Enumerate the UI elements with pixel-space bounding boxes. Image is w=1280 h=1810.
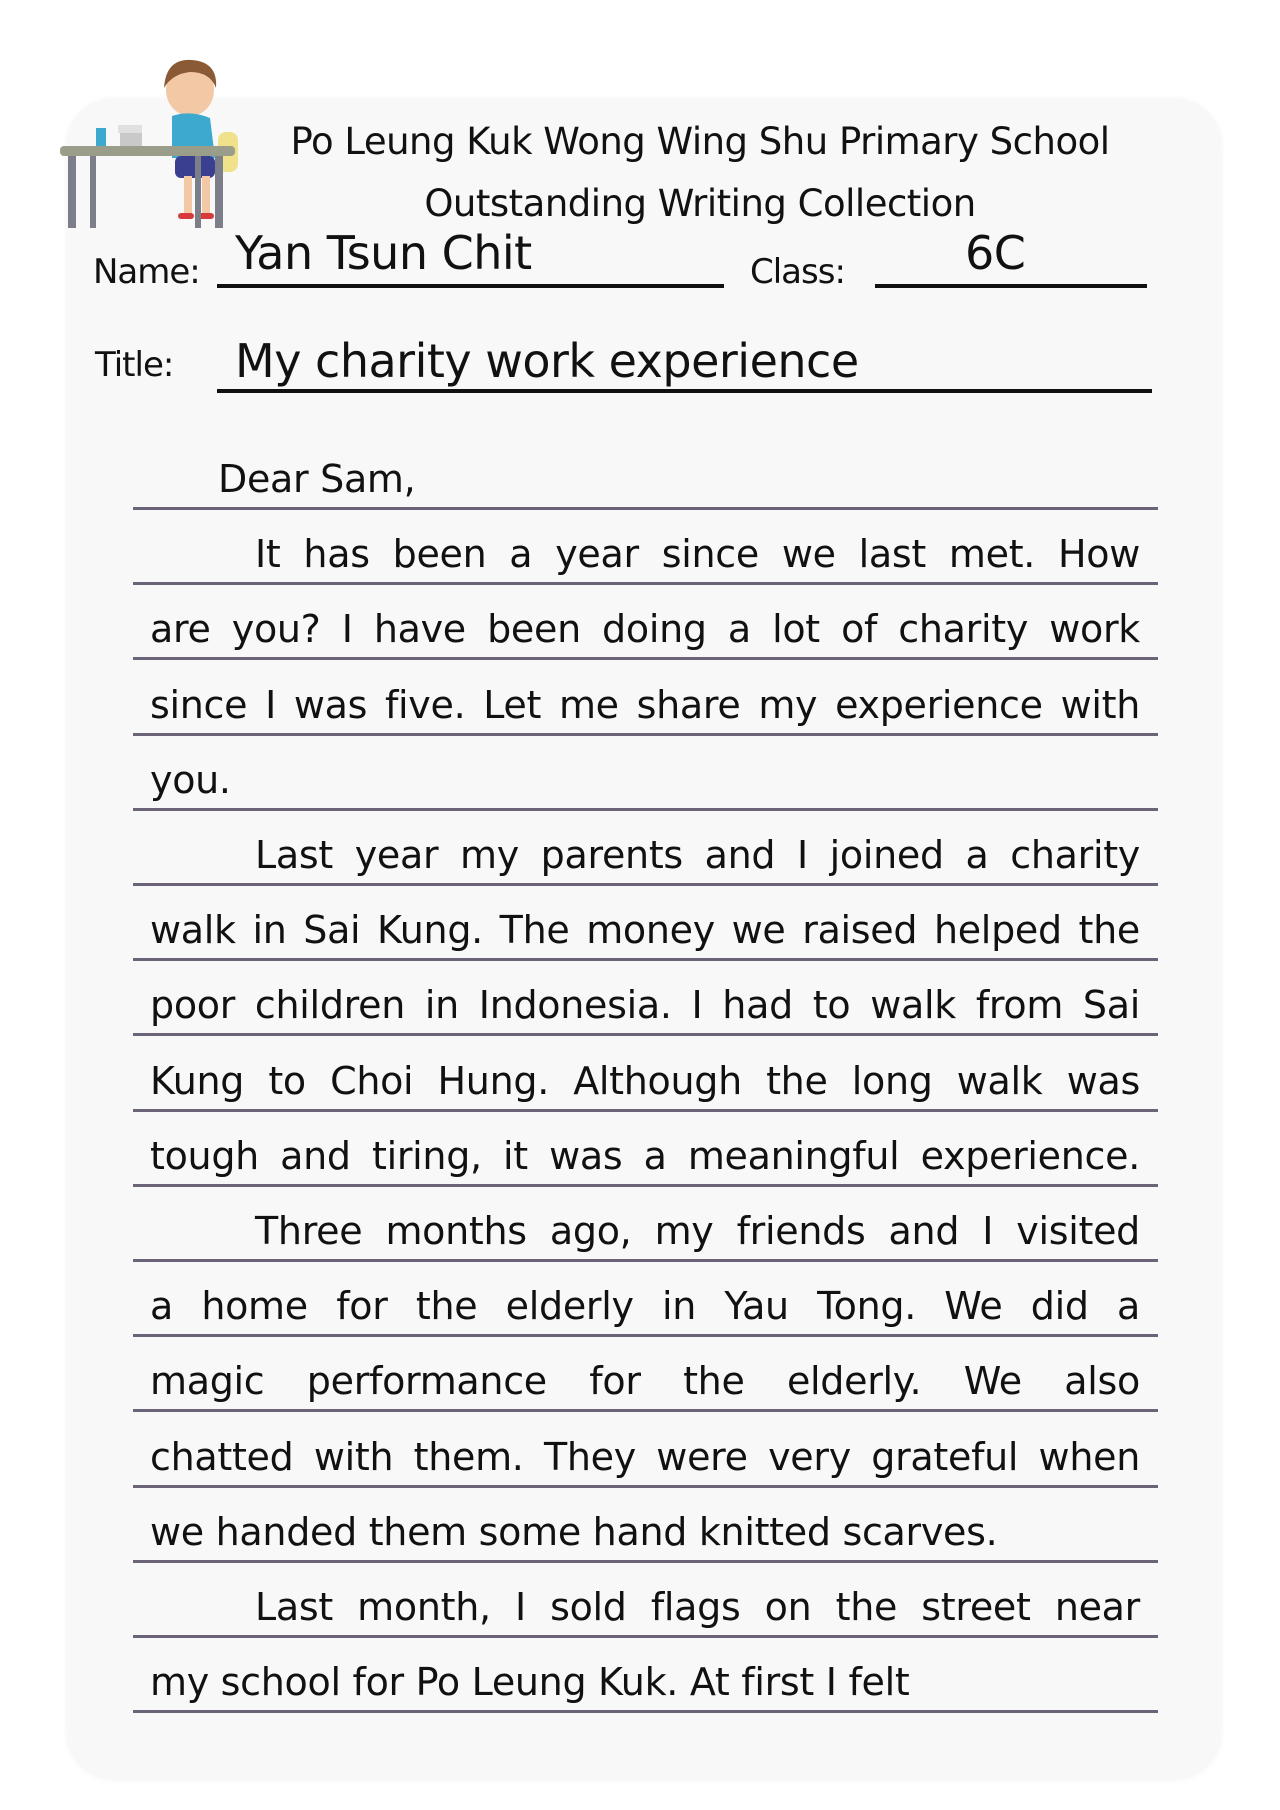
ruled-line: [133, 1033, 1158, 1036]
ruled-line: [133, 657, 1158, 660]
title-value: My charity work experience: [235, 334, 859, 388]
letter-line: my school for Po Leung Kuk. At first I felt: [150, 1660, 910, 1705]
ruled-line: [133, 1184, 1158, 1187]
ruled-line: [133, 1485, 1158, 1488]
title-underline: [217, 389, 1152, 393]
letter-line: magic performance for the elderly. We also: [150, 1359, 1140, 1404]
letter-line: a home for the elderly in Yau Tong. We did a: [150, 1284, 1140, 1329]
letter-line: we handed them some hand knitted scarves.: [150, 1509, 998, 1554]
ruled-line: [133, 1710, 1158, 1713]
ruled-line: [133, 582, 1158, 585]
ruled-line: [133, 1109, 1158, 1112]
ruled-line: [133, 733, 1158, 736]
letter-line: walk in Sai Kung. The money we raised helped the: [150, 908, 1140, 953]
ruled-line: [133, 808, 1158, 811]
letter-line: Last year my parents and I joined a charity: [255, 833, 1140, 877]
name-label: Name:: [93, 252, 200, 292]
letter-line: you.: [150, 757, 231, 802]
letter-line: chatted with them. They were very grateful when: [150, 1434, 1140, 1479]
name-underline: [217, 284, 724, 288]
ruled-line: [133, 1409, 1158, 1412]
ruled-line: [133, 958, 1158, 961]
letter-line: since I was five. Let me share my experience with: [150, 682, 1140, 727]
letter-line: Dear Sam,: [218, 457, 416, 501]
class-label: Class:: [750, 252, 845, 292]
ruled-line: [133, 1560, 1158, 1563]
boy-at-desk-illustration: [60, 50, 275, 235]
title-label: Title:: [95, 345, 174, 385]
letter-line: Three months ago, my friends and I visited: [255, 1209, 1140, 1253]
collection-title: Outstanding Writing Collection: [424, 182, 976, 225]
school-name: Po Leung Kuk Wong Wing Shu Primary School: [290, 120, 1110, 163]
letter-line: tough and tiring, it was a meaningful experience.: [150, 1133, 1140, 1178]
ruled-line: [133, 1259, 1158, 1262]
ruled-line: [133, 1334, 1158, 1337]
class-value: 6C: [965, 226, 1026, 280]
ruled-line: [133, 1635, 1158, 1638]
ruled-line: [133, 507, 1158, 510]
ruled-line: [133, 883, 1158, 886]
letter-line: Kung to Choi Hung. Although the long walk was: [150, 1058, 1140, 1103]
letter-line: It has been a year since we last met. How: [255, 532, 1140, 577]
letter-line: poor children in Indonesia. I had to walk from Sai: [150, 983, 1140, 1028]
letter-line: Last month, I sold flags on the street near: [255, 1585, 1140, 1629]
letter-line: are you? I have been doing a lot of charity work: [150, 607, 1140, 652]
class-underline: [875, 284, 1147, 288]
name-value: Yan Tsun Chit: [235, 226, 532, 280]
